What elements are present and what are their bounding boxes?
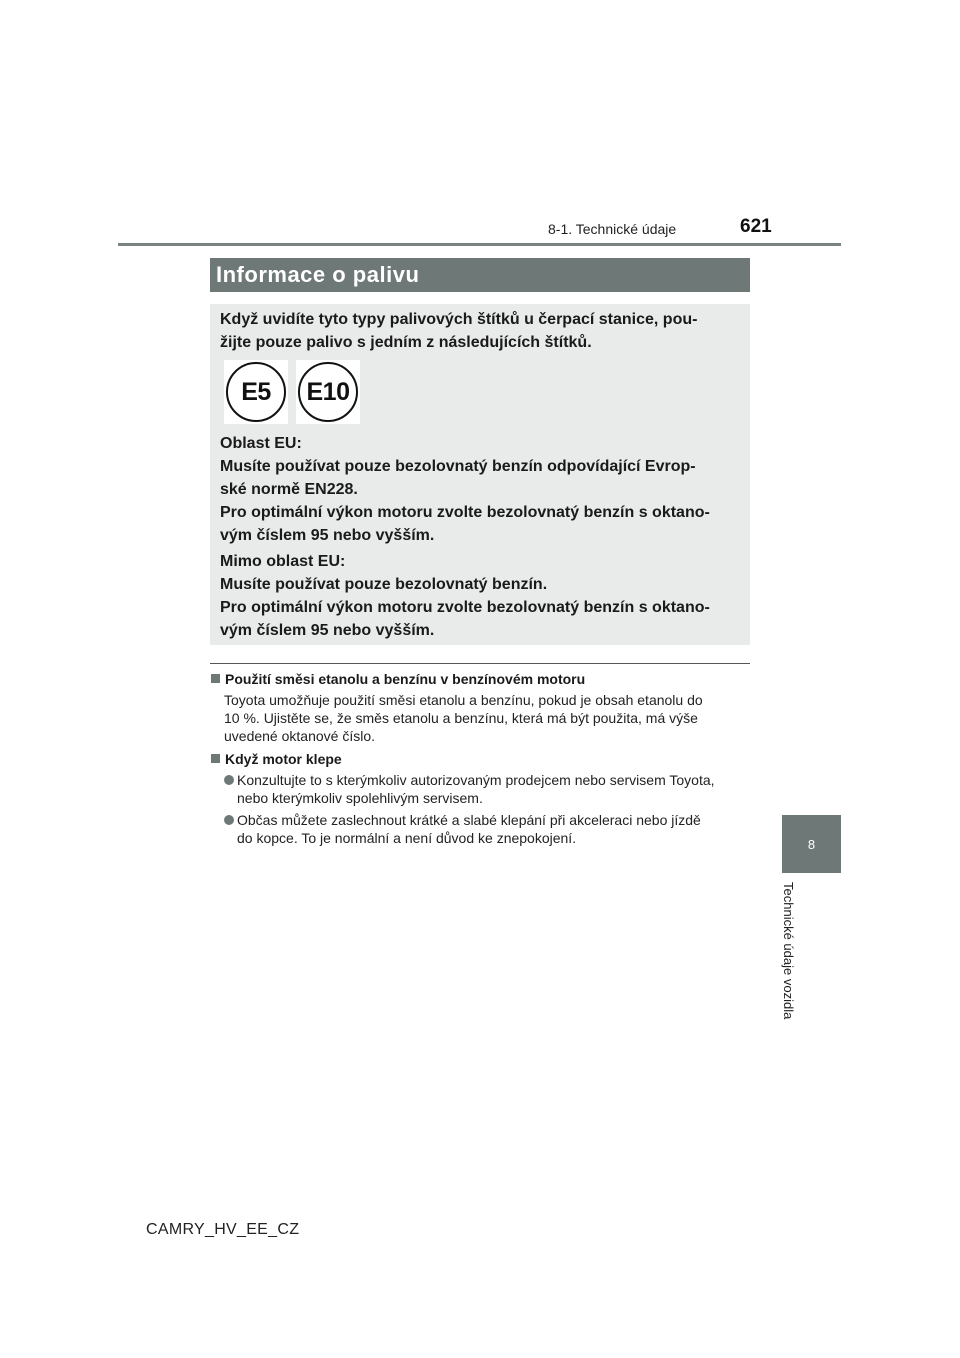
intro-line: žijte pouze palivo s jedním z následujících štítků.: [220, 334, 592, 351]
fuel-label-e10: [296, 360, 360, 424]
fuel-label-e5: [224, 360, 288, 424]
eu-heading: Oblast EU:: [220, 435, 302, 452]
noneu-line: vým číslem 95 nebo vyšším.: [220, 622, 435, 639]
chapter-title: Technické údaje vozidla: [781, 882, 796, 1020]
bullet-text-line: nebo kterýmkoliv spolehlivým servisem.: [237, 790, 483, 806]
bullet-text-line: do kopce. To je normální a není důvod ke znepokojení.: [237, 830, 577, 846]
eu-line: vým číslem 95 nebo vyšším.: [220, 527, 435, 544]
knock-heading: [211, 751, 342, 767]
header-section-title: 8-1. Technické údaje: [548, 221, 677, 237]
ethanol-text-line: Toyota umožňuje použití směsi etanolu a benzínu, pokud je obsah etanolu do: [224, 692, 703, 708]
ethanol-heading-text: Použití směsi etanolu a benzínu v benzínovém motoru: [225, 671, 586, 687]
fuel-info-box: [210, 304, 750, 645]
page-number: 621: [740, 216, 772, 237]
eu-line: Musíte používat pouze bezolovnatý benzín odpovídající Evrop-: [220, 458, 696, 475]
ethanol-text-line: 10 %. Ujistěte se, že směs etanolu a benzínu, která má být použita, má výše: [224, 710, 698, 726]
chapter-tab: 8: [782, 815, 841, 873]
bullet-item: [224, 771, 750, 807]
noneu-line: Pro optimální výkon motoru zvolte bezolovnatý benzín s oktano-: [220, 599, 710, 616]
bullet-text-line: Občas můžete zaslechnout krátké a slabé klepání při akceleraci nebo jízdě: [237, 812, 701, 828]
round-bullet-icon: [224, 815, 234, 825]
intro-line: Když uvidíte tyto typy palivových štítků u čerpací stanice, pou-: [220, 311, 698, 328]
fuel-label-e5-text: E5: [226, 362, 286, 422]
fuel-label-e10-text: E10: [298, 362, 358, 422]
section-title-bar: Informace o palivu: [210, 258, 750, 292]
chapter-side-label: [770, 882, 810, 1042]
bullet-item: [224, 811, 750, 847]
noneu-heading: Mimo oblast EU:: [220, 553, 346, 570]
knock-heading-text: Když motor klepe: [225, 751, 342, 767]
ethanol-text-line: uvedené oktanové číslo.: [224, 728, 375, 744]
square-bullet-icon: [211, 754, 220, 763]
noneu-line: Musíte používat pouze bezolovnatý benzín.: [220, 576, 548, 593]
eu-line: Pro optimální výkon motoru zvolte bezolovnatý benzín s oktano-: [220, 504, 710, 521]
header-rule: [118, 243, 841, 246]
ethanol-heading: [211, 671, 585, 687]
square-bullet-icon: [211, 674, 220, 683]
footer-model-code: CAMRY_HV_EE_CZ: [146, 1221, 300, 1238]
round-bullet-icon: [224, 775, 234, 785]
eu-line: ské normě EN228.: [220, 481, 358, 498]
bullet-text-line: Konzultujte to s kterýmkoliv autorizovaným prodejcem nebo servisem Toyota,: [237, 772, 715, 788]
section-divider: [210, 663, 750, 664]
